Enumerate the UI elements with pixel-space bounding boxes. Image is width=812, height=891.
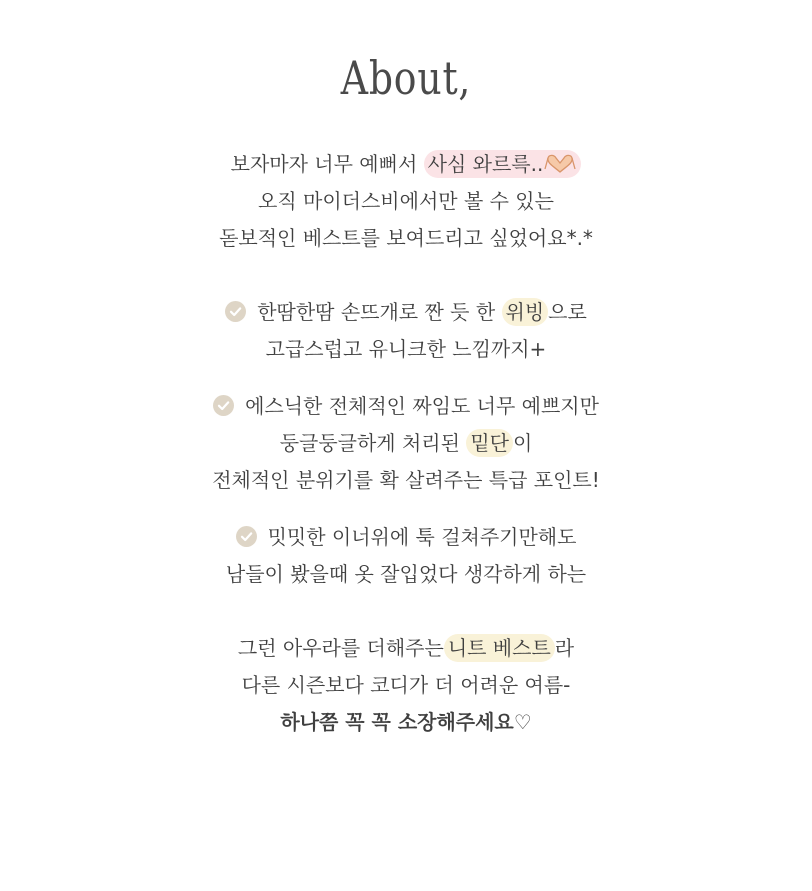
outro-line-1 xyxy=(0,634,812,662)
point2-line-2 xyxy=(0,429,812,457)
outro-line-1-suffix: 라 xyxy=(554,636,575,660)
point2-line-1-text: 에스닉한 전체적인 짜임도 너무 예쁘지만 xyxy=(245,394,599,418)
point3-line-1-text: 밋밋한 이너위에 툭 걸쳐주기만해도 xyxy=(267,525,577,549)
intro-line-3: 돋보적인 베스트를 보여드리고 싶었어요*.* xyxy=(219,226,593,250)
intro-line-2: 오직 마이더스비에서만 볼 수 있는 xyxy=(258,189,554,213)
page-title: About, xyxy=(340,51,472,105)
highlight-yellow: 위빙 xyxy=(502,298,549,326)
check-circle-icon xyxy=(236,526,257,547)
highlight-pink xyxy=(424,150,582,178)
highlight-yellow: 밑단 xyxy=(466,429,513,457)
point2-line-1 xyxy=(0,392,812,420)
check-circle-icon xyxy=(225,301,246,322)
intro-highlight-text: 사심 와르륵.. xyxy=(427,152,544,176)
point3-line-1 xyxy=(0,523,812,551)
check-circle-icon xyxy=(213,395,234,416)
point2-line-2-text: 둥글둥글하게 처리된 xyxy=(279,431,467,455)
heart-hands-icon xyxy=(543,153,577,175)
point1-line-1-suffix: 으로 xyxy=(548,300,587,324)
point2-line-2-suffix: 이 xyxy=(512,431,533,455)
point1-line-1-text: 한땀한땀 손뜨개로 짠 듯 한 xyxy=(257,300,502,324)
intro-line-1-text: 보자마자 너무 예뻐서 xyxy=(230,152,424,176)
outro-line-2: 다른 시즌보다 코디가 더 어려운 여름- xyxy=(241,673,571,697)
intro-line-1 xyxy=(0,150,812,178)
point3-line-2: 남들이 봤을때 옷 잘입었다 생각하게 하는 xyxy=(225,562,587,586)
outro-line-3: 하나쯤 꼭 꼭 소장해주세요♡ xyxy=(280,710,532,734)
highlight-yellow: 니트 베스트 xyxy=(444,634,555,662)
point1-line-2: 고급스럽고 유니크한 느낌까지+ xyxy=(265,337,547,361)
outro-line-1-text: 그런 아우라를 더해주는 xyxy=(237,636,444,660)
point2-line-3: 전체적인 분위기를 확 살려주는 특급 포인트! xyxy=(212,468,600,492)
point1-line-1 xyxy=(0,298,812,326)
